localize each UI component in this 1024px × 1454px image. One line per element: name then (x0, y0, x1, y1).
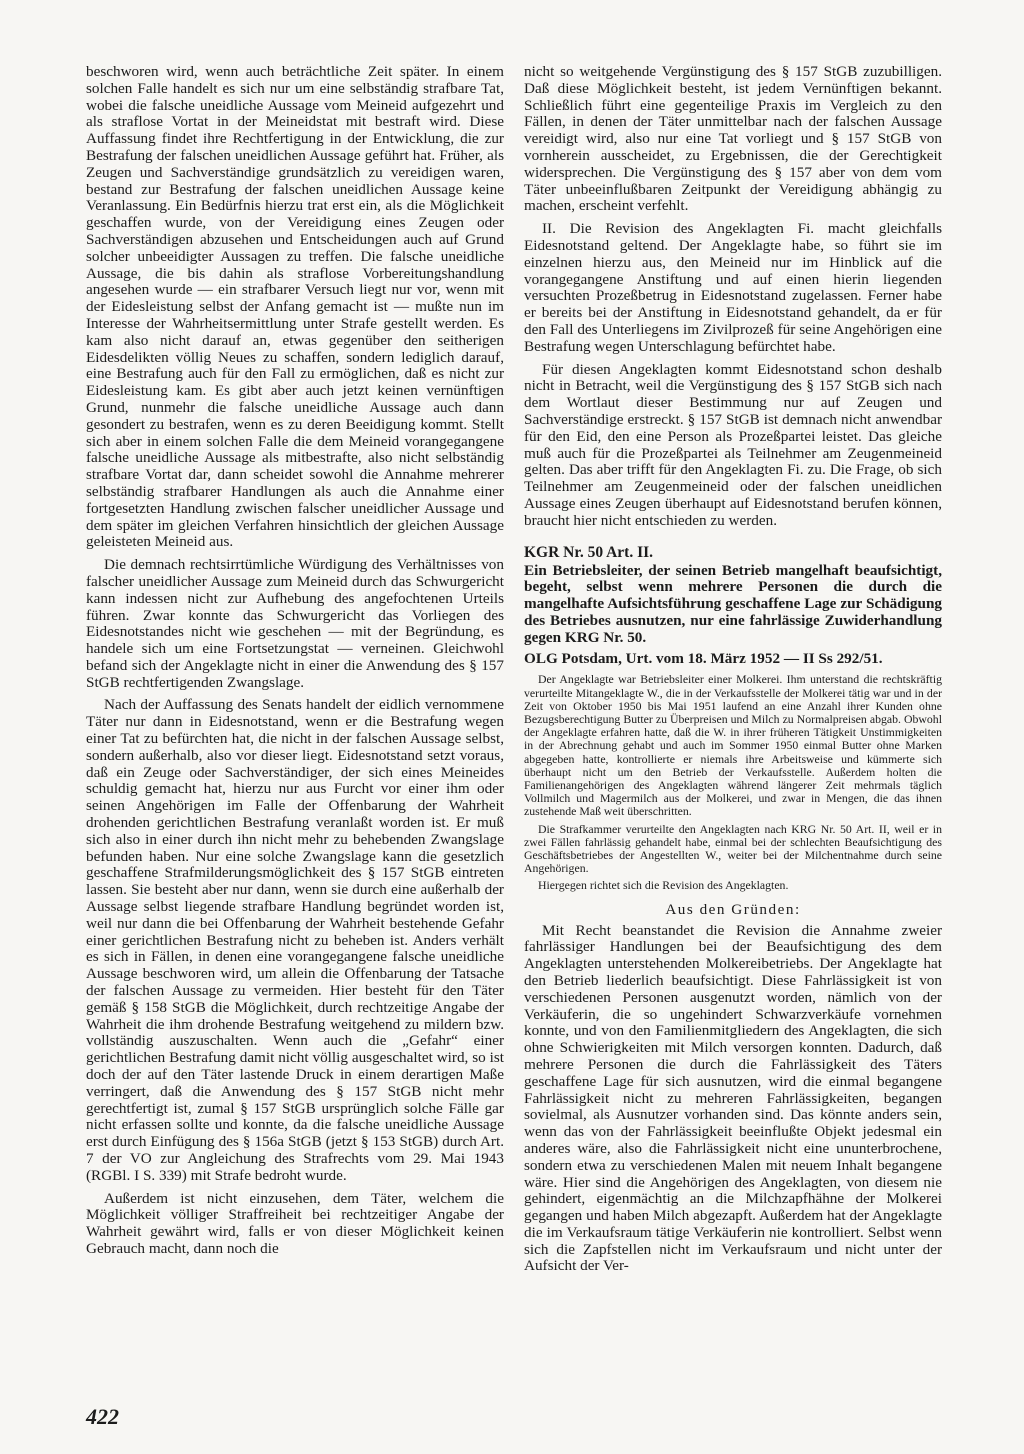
facts-paragraph-1: Der Angeklagte war Betriebsleiter einer Molkerei. Ihm unterstand die rechtskräftig verurteilte Mitangeklagte W., die in der Verkaufsstelle der Molkerei tätig war und in der Zeit von Oktober 1950 bis Mai 1951 laufend an eine Anzahl ihrer Kunden ohne Bezugsberechtigung Butter zu Überpreisen und Milch zu Normalpreisen abgab. Obwohl der Angeklagte erfahren hatte, daß die W. in ihrer früheren Tätigkeit Unstimmigkeiten in der Abrechnung gehabt und auch im Sommer 1950 einmal Butter ohne Marken abgegeben hatte, kontrollierte er niemals ihre Arbeitsweise und kümmerte sich überhaupt nicht um den Betrieb der Verkaufsstelle. Außerdem holten die Familienangehörigen des Angeklagten während längerer Zeit mehrmals täglich Vollmilch und Magermilch aus der Molkerei, und zwar in Mengen, die das ihnen zustehende Maß weit überschritten. (524, 672, 942, 819)
left-paragraph-4: Außerdem ist nicht einzusehen, dem Täter, welchem die Möglichkeit völliger Straffreiheit bei rechtzeitiger Angabe der Wahrheit gewährt wird, falls er von dieser Möglichkeit keinen Gebrauch macht, dann noch die (86, 1189, 504, 1257)
left-paragraph-2: Die demnach rechtsirrtümliche Würdigung des Verhältnisses von falscher uneidlicher Aussage zum Meineid durch das Schwurgericht kann indessen nicht zur Aufhebung des angefochtenen Urteils führen. Zwar konnte das Schwurgericht das Vorliegen des Eidesnotstandes nicht wie geschehen — mit der Begründung, es handele sich um eine Fortsetzungstat — verneinen. Gleichwohl befand sich der Angeklagte nicht in einer die Anwendung des § 157 StGB rechtfertigenden Zwangslage. (86, 556, 504, 691)
right-column (524, 64, 942, 1275)
left-paragraph-1: beschworen wird, wenn auch beträchtliche Zeit später. In einem solchen Falle handelt es sich nur um eine selbständig strafbare Tat, wobei die falsche uneidliche Aussage vom Meineid aufgezehrt und als straflose Vortat in der Meineidstat mit bestraft wird. Diese Auffassung findet ihre Rechtfertigung in der Entwicklung, die zur Bestrafung der falschen uneidlichen Aussage geführt hat. Früher, als Zeugen und Sachverständige grundsätzlich zu vereidigen waren, bestand zur Bestrafung der falschen uneidlichen Aussage keine Veranlassung. Ein Bedürfnis hierzu trat erst ein, als die Möglichkeit geschaffen wurde, von der Vereidigung eines Zeugen oder Sachverständigen abzusehen und Entscheidungen auch auf Grund solcher unbeeidigter Aussagen zu treffen. Die falsche uneidliche Aussage, die bis dahin als straflose Vorbereitungshandlung angesehen wurde — ein strafbarer Versuch liegt nur vor, wenn mit der Eidesleistung selbst der Anfang gemacht ist — mußte nun im Interesse der Wahrheitsermittlung unter Strafe gestellt werden. Es kam also nicht darauf an, etwas gegenüber den seitherigen Eidesdelikten völlig Neues zu schaffen, sondern lediglich darauf, eine Bestrafung auch für den Fall zu ermöglichen, daß es nicht zur Eidesleistung kam. Es gibt aber auch jetzt keinen vernünftigen Grund, nunmehr die falsche uneidliche Aussage auch dann gesondert zu bestrafen, wenn es zu deren Beeidigung kommt. Stellt sich aber in einem solchen Falle die dem Meineid vorangegangene falsche uneidliche Aussage als mitbestrafte, also nicht selbständig strafbare Vortat dar, dann scheidet sowohl die Annahme mehrerer selbständig strafbarer Handlungen als auch die Annahme einer fortgesetzten Handlung zwischen falscher uneidlicher Aussage und dem später im gleichen Verfahren hinsichtlich der gleichen Aussage geleisteten Meineid aus. (86, 63, 504, 551)
page-number: 422 (86, 1404, 119, 1429)
reasons-paragraph-1: Mit Recht beanstandet die Revision die Annahme zweier fahrlässiger Handlungen bei der Beaufsichtigung des dem Angeklagten unterstehenden Molkereibetriebs. Der Angeklagte hat den Betrieb liederlich beaufsichtigt. Diese Fahrlässigkeit ist von verschiedenen Personen ausgenutzt worden, nämlich von der Verkäuferin, die so ungehindert Schwarzverkäufe vornehmen konnte, und von den Familienmitgliedern des Angeklagten, die sich ohne Schwierigkeiten mit Milch versorgen konnten. Dadurch, daß mehrere Personen die durch die Fahrlässigkeit des Täters geschaffene Lage für sich ausnutzen, wird die einmal begangene Fahrlässigkeit nicht zu mehreren Fahrlässigkeiten, begangen sovielmal, als Ausnutzer vorhanden sind. Das könnte anders sein, wenn das von der Fahrlässigkeit beeinflußte Objekt jedesmal ein anderes wäre, also die Fahrlässigkeit nicht eine ununterbrochene, sondern etwa zu verschiedenen Malen mit neuem Inhalt begangene wäre. Hier sind die Angehörigen des Angeklagten, von diesem nie gehindert, eigenmächtig an die Milchzapfhähne der Molkerei gegangen und haben Milch abgezapft. Außerdem hat der Angeklagte die im Verkaufsraum tätige Verkäuferin nie kontrolliert. Selbst wenn sich die Zapfstellen nicht im Verkaufsraum und nicht unter der Aufsicht der Ver- (524, 921, 942, 1275)
reasons-subheading: Aus den Gründen: (665, 900, 801, 918)
right-paragraph-2: II. Die Revision des Angeklagten Fi. macht gleichfalls Eidesnotstand geltend. Der Angeklagte habe, so führt sie im einzelnen hierzu aus, den Meineid nur im Hinblick auf die vorangegangene Anstiftung und auf einen hierin liegenden versuchten Prozeßbetrug in Eidesnotstand zugelassen. Ferner habe er bereits bei der Anstiftung in Eidesnotstand gehandelt, da er für den Fall des Unterliegens im Zivilprozeß für seine Angehörigen eine Bestrafung wegen Unterschlagung befürchtet habe. (524, 220, 942, 355)
left-column (86, 64, 504, 1258)
left-paragraph-3: Nach der Auffassung des Senats handelt der eidlich vernommene Täter nur dann in Eidesnotstand, wenn er die Bestrafung wegen einer Tat zu befürchten hat, die nicht in der falschen Aussage selbst, sondern außerhalb, also vor dieser liegt. Eidesnotstand setzt voraus, daß ein Zeuge oder Sachverständiger, der sich eines Meineides schuldig gemacht hat, hierzu nur aus Furcht vor einer ihm oder seinen Angehörigen im Falle der Offenbarung der Wahrheit drohenden gerichtlichen Bestrafung veranlaßt worden ist. Er muß sich also in einer durch ihn nicht mehr zu behebenden Zwangslage befunden haben. Nur eine solche Zwangslage kann die gesetzlich geschaffene Strafmilderungsmöglichkeit des § 157 StGB eintreten lassen. Sie besteht aber nur dann, wenn sie durch eine außerhalb der Aussage selbst liegende strafbare Handlung begründet worden ist, weil nur dann die bei Offenbarung der Wahrheit bestehende Gefahr einer gerichtlichen Bestrafung nicht zu beheben ist. Anders verhält es sich in Fällen, in denen eine vorangegangene falsche uneidliche Aussage beschworen wird, um allein die Offenbarung der Tatsache der falschen Aussage zu vermeiden. Hier besteht für den Täter gemäß § 158 StGB die Möglichkeit, durch rechtzeitige Angabe der Wahrheit die ihm drohende Bestrafung weitgehend zu mildern bzw. vollständig auszuschalten. Wenn auch die „Gefahr“ einer gerichtlichen Bestrafung damit nicht völlig ausgeschaltet wird, so ist doch der auf den Täter lastende Druck in einem derartigen Maße verringert, daß die Anwendung des § 157 StGB nicht mehr gerechtfertigt ist, zumal § 157 StGB ursprünglich solche Fälle gar nicht erfassen sollte und konnte, da die falsche uneidliche Aussage erst durch Einfügung des § 156a StGB (jetzt § 153 StGB) durch Art. 7 der VO zur Angleichung des Strafrechts vom 29. Mai 1943 (RGBl. I S. 339) mit Strafe bedroht wurde. (86, 696, 504, 1184)
decision-headnote: Ein Betriebsleiter, der seinen Betrieb mangelhaft beaufsichtigt, begeht, selbst wenn mehrere Personen die durch die mangelhafte Aufsichtsführung geschaffene Lage zur Schädigung des Betriebes ausnutzen, nur eine fahrlässige Zuwiderhandlung gegen KRG Nr. 50. (524, 561, 942, 646)
right-paragraph-1: nicht so weitgehende Vergünstigung des § 157 StGB zuzubilligen. Daß diese Möglichkeit besteht, ist jedem Vernünftigen bekannt. Schließlich führt eine gegenteilige Praxis im Vergleich zu den Fällen, in denen der Täter unmittelbar nach der falschen Aussage vereidigt wird, also nur eine Tat vorliegt und § 157 StGB von vornherein ausscheidet, zu Ergebnissen, die der Gerechtigkeit widersprechen. Die Vergünstigung des § 157 aber von dem vom Täter unbeeinflußbaren Zeitpunkt der Vereidigung abhängig zu machen, erscheint verfehlt. (524, 63, 942, 215)
facts-paragraph-3: Hiergegen richtet sich die Revision des Angeklagten. (538, 878, 789, 893)
facts-paragraph-2: Die Strafkammer verurteilte den Angeklagten nach KRG Nr. 50 Art. II, weil er in zwei Fällen fahrlässig gehandelt habe, einmal bei der schlechten Beaufsichtigung des Geschäftsbetriebes der Angestellten W., weiter bei der Milchentnahme durch seine Angehörigen. (524, 821, 942, 876)
right-paragraph-3: Für diesen Angeklagten kommt Eidesnotstand schon deshalb nicht in Betracht, weil die Vergünstigung des § 157 StGB sich nach dem Wortlaut dieser Bestimmung nur auf Zeugen und Sachverständige erstreckt. § 157 StGB ist demnach nicht anwendbar für den Eid, den eine Person als Prozeßpartei leistet. Das gleiche muß auch für die Prozeßpartei als Teilnehmer am Zeugenmeineid gelten. Das aber trifft für den Angeklagten Fi. zu. Die Frage, ob sich Teilnehmer am Zeugenmeineid oder der falschen uneidlichen Aussage eines Zeugen überhaupt auf Eidesnotstand berufen können, braucht hier nicht entschieden zu werden. (524, 360, 942, 529)
decision-court-citation: OLG Potsdam, Urt. vom 18. März 1952 — II Ss 292/51. (524, 649, 883, 667)
decision-heading: KGR Nr. 50 Art. II. (524, 543, 654, 561)
